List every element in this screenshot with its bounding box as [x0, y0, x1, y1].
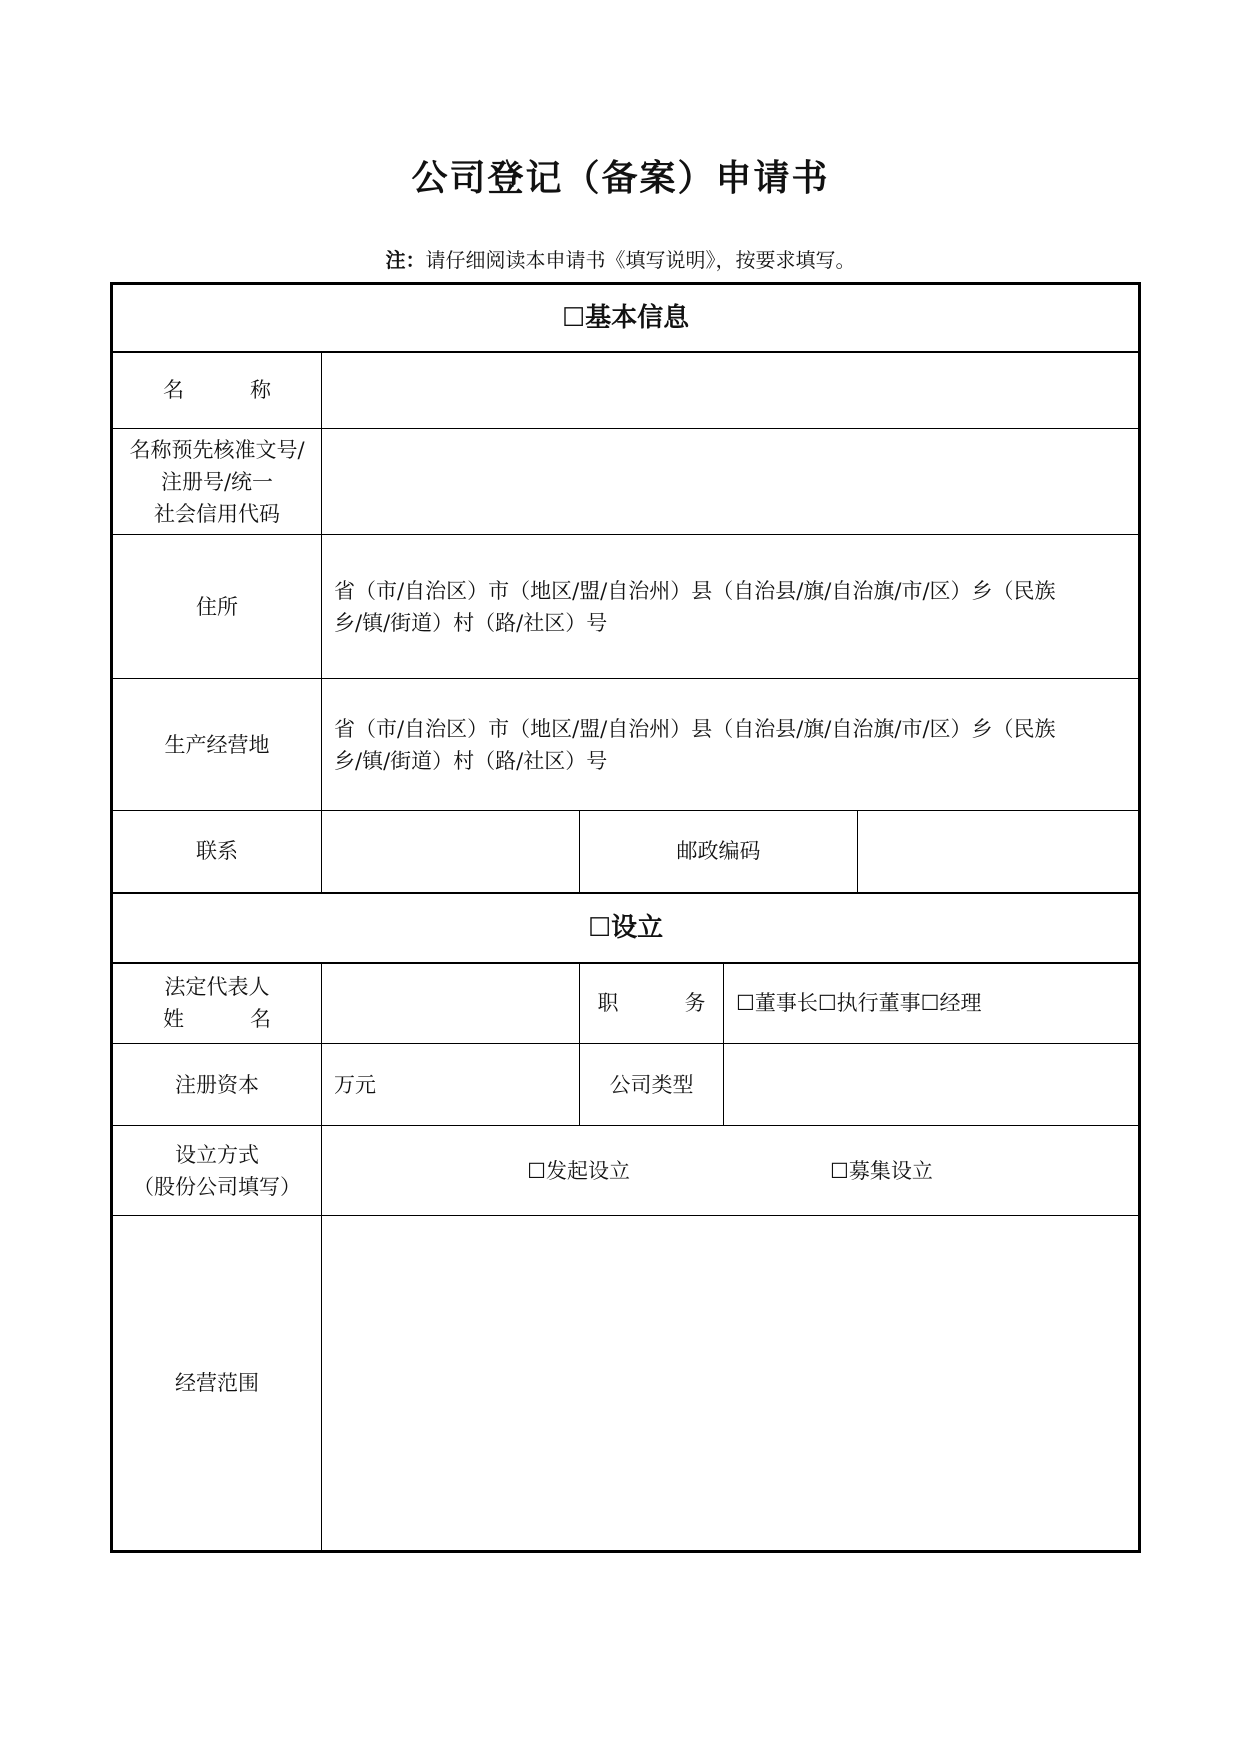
business-scope-label: 经营范围 [112, 1216, 322, 1552]
legal-rep-label [112, 963, 322, 1044]
business-site-field[interactable] [322, 679, 1140, 811]
postcode-label: 邮政编码 [580, 811, 858, 893]
legal-rep-label-line-1: 法定代表人 [164, 975, 270, 1000]
public-offering-establishment-checkbox[interactable]: ☐募集设立 [830, 1158, 933, 1183]
registered-capital-label: 注册资本 [112, 1044, 322, 1126]
establishment-method-label [112, 1126, 322, 1216]
promoter-establishment-checkbox[interactable]: ☐发起设立 [527, 1158, 630, 1183]
application-form-table [110, 282, 1141, 1553]
business-scope-field[interactable] [322, 1216, 1140, 1552]
contact-field[interactable] [322, 811, 580, 893]
credit-code-label-line-3: 社会信用代码 [154, 501, 280, 526]
credit-code-label-line-2: 注册号/统一 [160, 469, 274, 494]
address-field[interactable] [322, 535, 1140, 679]
name-label-char-1: 名 [163, 378, 184, 403]
legal-rep-field[interactable] [322, 963, 580, 1044]
credit-code-field[interactable] [322, 429, 1140, 535]
position-label [580, 963, 724, 1044]
address-template-line-2: 乡/镇/街道）村（路/社区）号 [334, 610, 608, 635]
business-site-template-line-2: 乡/镇/街道）村（路/社区）号 [334, 748, 608, 773]
name-label-char-2: 称 [250, 378, 271, 403]
company-type-label: 公司类型 [580, 1044, 724, 1126]
legal-rep-label-char-1: 姓 [163, 1007, 184, 1032]
business-site-template-line-1: 省（市/自治区）市（地区/盟/自治州）县（自治县/旗/自治旗/市/区）乡（民族 [334, 716, 1056, 741]
note-text: 请仔细阅读本申请书《填写说明》，按要求填写。 [425, 248, 856, 272]
name-label [112, 352, 322, 429]
registered-capital-field[interactable]: 万元 [322, 1044, 580, 1126]
position-options[interactable]: ☐董事长☐执行董事☐经理 [724, 963, 1140, 1044]
address-template-line-1: 省（市/自治区）市（地区/盟/自治州）县（自治县/旗/自治旗/市/区）乡（民族 [334, 578, 1056, 603]
company-type-field[interactable] [724, 1044, 1140, 1126]
credit-code-label-line-1: 名称预先核准文号/ [129, 437, 305, 462]
establishment-method-options [322, 1126, 1140, 1216]
contact-label: 联系 [112, 811, 322, 893]
note-label: 注： [385, 248, 426, 272]
address-label: 住所 [112, 535, 322, 679]
establishment-section-heading: ☐设立 [112, 893, 1140, 963]
legal-rep-label-char-2: 名 [250, 1007, 271, 1032]
establishment-method-label-line-2: （股份公司填写） [133, 1174, 301, 1199]
name-field[interactable] [322, 352, 1140, 429]
credit-code-label [112, 429, 322, 535]
business-site-label: 生产经营地 [112, 679, 322, 811]
page-title: 公司登记（备案）申请书 [411, 158, 830, 199]
basic-info-section-heading: ☐基本信息 [112, 284, 1140, 352]
postcode-field[interactable] [858, 811, 1140, 893]
establishment-method-label-line-1: 设立方式 [175, 1142, 259, 1167]
instruction-note [0, 244, 1241, 273]
position-label-char-2: 务 [684, 991, 706, 1016]
position-label-char-1: 职 [597, 991, 619, 1016]
